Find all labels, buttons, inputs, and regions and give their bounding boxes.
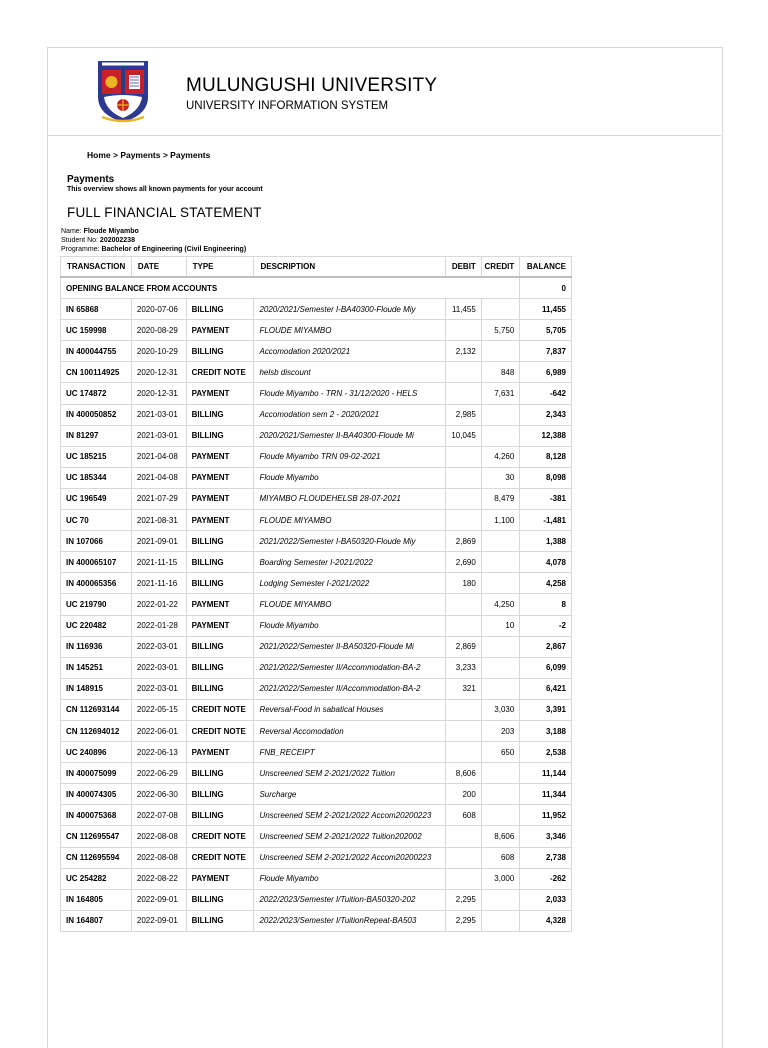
transaction-type: BILLING — [186, 341, 254, 362]
balance-amount: 2,867 — [520, 636, 572, 657]
credit-amount — [481, 678, 519, 699]
transaction-type: CREDIT NOTE — [186, 699, 254, 720]
debit-amount: 10,045 — [445, 425, 481, 446]
debit-amount — [445, 720, 481, 741]
transaction-date: 2022-01-22 — [131, 594, 186, 615]
balance-amount: 6,421 — [520, 678, 572, 699]
balance-amount: 4,258 — [520, 573, 572, 594]
transaction-type: BILLING — [186, 636, 254, 657]
table-row — [61, 362, 572, 383]
transaction-id: UC 185215 — [61, 446, 132, 467]
debit-amount: 2,985 — [445, 404, 481, 425]
balance-amount: -381 — [520, 488, 572, 509]
transaction-id: IN 164807 — [61, 910, 132, 931]
balance-amount: -262 — [520, 868, 572, 889]
breadcrumb — [87, 150, 210, 160]
transaction-date: 2022-01-28 — [131, 615, 186, 636]
debit-amount: 2,869 — [445, 636, 481, 657]
transaction-type: BILLING — [186, 573, 254, 594]
transaction-id: UC 240896 — [61, 742, 132, 763]
debit-amount — [445, 320, 481, 341]
transaction-description: FNB_RECEIPT — [254, 742, 445, 763]
transaction-date: 2020-10-29 — [131, 341, 186, 362]
balance-amount: 4,328 — [520, 910, 572, 931]
transaction-id: IN 400074305 — [61, 784, 132, 805]
transaction-date: 2021-07-29 — [131, 488, 186, 509]
balance-amount: 3,188 — [520, 720, 572, 741]
balance-amount: 4,078 — [520, 552, 572, 573]
credit-amount: 848 — [481, 362, 519, 383]
credit-amount — [481, 889, 519, 910]
transaction-id: UC 219790 — [61, 594, 132, 615]
transaction-type: PAYMENT — [186, 742, 254, 763]
transaction-id: CN 112693144 — [61, 699, 132, 720]
table-row — [61, 826, 572, 847]
table-row — [61, 299, 572, 320]
balance-amount: 11,455 — [520, 299, 572, 320]
transaction-date: 2022-05-15 — [131, 699, 186, 720]
table-row — [61, 763, 572, 784]
transaction-id: IN 400065356 — [61, 573, 132, 594]
transaction-date: 2021-11-15 — [131, 552, 186, 573]
transaction-id: IN 148915 — [61, 678, 132, 699]
transaction-type: BILLING — [186, 763, 254, 784]
debit-amount — [445, 383, 481, 404]
table-row — [61, 552, 572, 573]
transaction-id: IN 107066 — [61, 531, 132, 552]
transaction-description: Unscreened SEM 2-2021/2022 Accom20200223 — [254, 805, 445, 826]
balance-amount: 12,388 — [520, 425, 572, 446]
debit-amount: 8,606 — [445, 763, 481, 784]
transaction-date: 2021-04-08 — [131, 446, 186, 467]
debit-amount — [445, 467, 481, 488]
credit-amount: 1,100 — [481, 510, 519, 531]
balance-amount: 6,989 — [520, 362, 572, 383]
transaction-date: 2022-08-08 — [131, 847, 186, 868]
transaction-description: Reversal-Food in sabatical Houses — [254, 699, 445, 720]
opening-balance-value: 0 — [520, 277, 572, 299]
programme-line — [61, 246, 246, 253]
transaction-id: CN 112695594 — [61, 847, 132, 868]
debit-amount: 2,690 — [445, 552, 481, 573]
transaction-description: Surcharge — [254, 784, 445, 805]
table-row — [61, 889, 572, 910]
breadcrumb-separator: > — [110, 150, 121, 160]
credit-amount: 8,606 — [481, 826, 519, 847]
transaction-date: 2022-06-30 — [131, 784, 186, 805]
table-row — [61, 847, 572, 868]
transaction-date: 2022-03-01 — [131, 636, 186, 657]
col-date: DATE — [131, 257, 186, 278]
programme-label: Programme: — [61, 246, 100, 253]
debit-amount — [445, 826, 481, 847]
balance-amount: -642 — [520, 383, 572, 404]
transaction-type: PAYMENT — [186, 320, 254, 341]
table-row — [61, 446, 572, 467]
transaction-description: FLOUDE MIYAMBO — [254, 510, 445, 531]
transaction-id: UC 70 — [61, 510, 132, 531]
debit-amount: 2,132 — [445, 341, 481, 362]
transaction-id: IN 400065107 — [61, 552, 132, 573]
statement-table — [60, 256, 572, 932]
transaction-description: FLOUDE MIYAMBO — [254, 320, 445, 341]
credit-amount — [481, 531, 519, 552]
transaction-description: 2020/2021/Semester II-BA40300-Floude Mi — [254, 425, 445, 446]
transaction-description: 2021/2022/Semester II/Accommodation-BA-2 — [254, 657, 445, 678]
transaction-date: 2022-06-13 — [131, 742, 186, 763]
debit-amount — [445, 615, 481, 636]
debit-amount — [445, 699, 481, 720]
transaction-description: Accomodation sem 2 - 2020/2021 — [254, 404, 445, 425]
transaction-description: Accomodation 2020/2021 — [254, 341, 445, 362]
credit-amount: 4,260 — [481, 446, 519, 467]
table-row — [61, 678, 572, 699]
balance-amount: 2,033 — [520, 889, 572, 910]
balance-amount: -1,481 — [520, 510, 572, 531]
transaction-id: IN 65868 — [61, 299, 132, 320]
credit-amount — [481, 784, 519, 805]
transaction-description: helsb discount — [254, 362, 445, 383]
transaction-type: PAYMENT — [186, 488, 254, 509]
transaction-type: CREDIT NOTE — [186, 826, 254, 847]
transaction-type: CREDIT NOTE — [186, 362, 254, 383]
credit-amount — [481, 341, 519, 362]
debit-amount: 2,295 — [445, 889, 481, 910]
debit-amount — [445, 510, 481, 531]
transaction-date: 2022-03-01 — [131, 657, 186, 678]
transaction-description: Floude Miyambo — [254, 615, 445, 636]
transaction-id: IN 400050852 — [61, 404, 132, 425]
transaction-date: 2022-08-08 — [131, 826, 186, 847]
opening-balance-row — [61, 277, 572, 299]
col-description: DESCRIPTION — [254, 257, 445, 278]
table-row — [61, 404, 572, 425]
transaction-type: CREDIT NOTE — [186, 847, 254, 868]
transaction-description: Floude Miyambo — [254, 467, 445, 488]
table-row — [61, 699, 572, 720]
transaction-date: 2021-03-01 — [131, 425, 186, 446]
transaction-type: BILLING — [186, 299, 254, 320]
transaction-description: Unscreened SEM 2-2021/2022 Tuition — [254, 763, 445, 784]
credit-amount — [481, 299, 519, 320]
transaction-date: 2020-12-31 — [131, 362, 186, 383]
debit-amount: 11,455 — [445, 299, 481, 320]
transaction-type: BILLING — [186, 805, 254, 826]
transaction-id: IN 81297 — [61, 425, 132, 446]
table-row — [61, 488, 572, 509]
transaction-description: 2021/2022/Semester II-BA50320-Floude Mi — [254, 636, 445, 657]
credit-amount — [481, 573, 519, 594]
student-no-line — [61, 237, 135, 244]
statement-title: FULL FINANCIAL STATEMENT — [67, 205, 262, 220]
table-row — [61, 320, 572, 341]
credit-amount: 650 — [481, 742, 519, 763]
transaction-type: PAYMENT — [186, 383, 254, 404]
transaction-description: Reversal Accomodation — [254, 720, 445, 741]
debit-amount — [445, 446, 481, 467]
debit-amount: 180 — [445, 573, 481, 594]
transaction-description: Unscreened SEM 2-2021/2022 Accom20200223 — [254, 847, 445, 868]
transaction-date: 2022-09-01 — [131, 889, 186, 910]
transaction-description: 2021/2022/Semester I-BA50320-Floude Miy — [254, 531, 445, 552]
transaction-type: BILLING — [186, 889, 254, 910]
student-no-label: Student No: — [61, 237, 98, 244]
transaction-id: UC 185344 — [61, 467, 132, 488]
balance-amount: 8,128 — [520, 446, 572, 467]
transaction-description: 2020/2021/Semester I-BA40300-Floude Miy — [254, 299, 445, 320]
debit-amount — [445, 362, 481, 383]
section-subtitle: This overview shows all known payments for your account — [67, 186, 263, 193]
credit-amount: 4,250 — [481, 594, 519, 615]
transaction-type: BILLING — [186, 657, 254, 678]
transaction-date: 2021-04-08 — [131, 467, 186, 488]
balance-amount: 8,098 — [520, 467, 572, 488]
credit-amount: 203 — [481, 720, 519, 741]
breadcrumb-home[interactable]: Home — [87, 150, 111, 160]
breadcrumb-payments-current[interactable]: Payments — [170, 150, 211, 160]
transaction-id: CN 112695547 — [61, 826, 132, 847]
transaction-type: BILLING — [186, 531, 254, 552]
transaction-description: 2022/2023/Semester I/Tuition-BA50320-202 — [254, 889, 445, 910]
debit-amount — [445, 847, 481, 868]
credit-amount: 3,000 — [481, 868, 519, 889]
breadcrumb-separator: > — [160, 150, 171, 160]
table-row — [61, 868, 572, 889]
col-type: TYPE — [186, 257, 254, 278]
transaction-date: 2021-08-31 — [131, 510, 186, 531]
transaction-description: Floude Miyambo TRN 09-02-2021 — [254, 446, 445, 467]
transaction-id: IN 400075099 — [61, 763, 132, 784]
credit-amount — [481, 404, 519, 425]
transaction-type: PAYMENT — [186, 467, 254, 488]
debit-amount: 608 — [445, 805, 481, 826]
transaction-date: 2020-07-06 — [131, 299, 186, 320]
table-row — [61, 383, 572, 404]
balance-amount: 2,538 — [520, 742, 572, 763]
transaction-date: 2020-12-31 — [131, 383, 186, 404]
table-row — [61, 742, 572, 763]
debit-amount — [445, 594, 481, 615]
university-crest-logo — [96, 61, 150, 123]
transaction-id: IN 164805 — [61, 889, 132, 910]
debit-amount — [445, 488, 481, 509]
balance-amount: 2,738 — [520, 847, 572, 868]
table-row — [61, 805, 572, 826]
transaction-date: 2022-06-01 — [131, 720, 186, 741]
transaction-description: Floude Miyambo - TRN - 31/12/2020 - HELS — [254, 383, 445, 404]
table-row — [61, 720, 572, 741]
breadcrumb-payments[interactable]: Payments — [120, 150, 161, 160]
transaction-type: BILLING — [186, 425, 254, 446]
transaction-id: CN 100114925 — [61, 362, 132, 383]
student-name-line — [61, 228, 139, 235]
credit-amount: 608 — [481, 847, 519, 868]
opening-balance-label: OPENING BALANCE FROM ACCOUNTS — [61, 277, 520, 299]
table-row — [61, 594, 572, 615]
transaction-description: Unscreened SEM 2-2021/2022 Tuition202002 — [254, 826, 445, 847]
balance-amount: 8 — [520, 594, 572, 615]
debit-amount — [445, 868, 481, 889]
balance-amount: 5,705 — [520, 320, 572, 341]
debit-amount: 321 — [445, 678, 481, 699]
transaction-id: UC 254282 — [61, 868, 132, 889]
transaction-type: PAYMENT — [186, 615, 254, 636]
debit-amount — [445, 742, 481, 763]
transaction-id: UC 159998 — [61, 320, 132, 341]
table-row — [61, 341, 572, 362]
transaction-type: BILLING — [186, 552, 254, 573]
credit-amount — [481, 657, 519, 678]
credit-amount — [481, 636, 519, 657]
credit-amount: 30 — [481, 467, 519, 488]
transaction-description: Lodging Semester I-2021/2022 — [254, 573, 445, 594]
credit-amount: 10 — [481, 615, 519, 636]
transaction-type: BILLING — [186, 404, 254, 425]
transaction-type: PAYMENT — [186, 446, 254, 467]
transaction-type: CREDIT NOTE — [186, 720, 254, 741]
transaction-date: 2021-03-01 — [131, 404, 186, 425]
table-row — [61, 784, 572, 805]
transaction-date: 2022-06-29 — [131, 763, 186, 784]
transaction-id: IN 145251 — [61, 657, 132, 678]
col-credit: CREDIT — [481, 257, 519, 278]
credit-amount: 8,479 — [481, 488, 519, 509]
transaction-id: IN 116936 — [61, 636, 132, 657]
balance-amount: 3,346 — [520, 826, 572, 847]
transaction-description: MIYAMBO FLOUDEHELSB 28-07-2021 — [254, 488, 445, 509]
transaction-type: PAYMENT — [186, 594, 254, 615]
credit-amount — [481, 805, 519, 826]
transaction-description: Boarding Semester I-2021/2022 — [254, 552, 445, 573]
programme: Bachelor of Engineering (Civil Engineering) — [101, 246, 247, 253]
balance-amount: 1,388 — [520, 531, 572, 552]
transaction-id: IN 400044755 — [61, 341, 132, 362]
credit-amount: 3,030 — [481, 699, 519, 720]
col-transaction: TRANSACTION — [61, 257, 132, 278]
col-balance: BALANCE — [520, 257, 572, 278]
system-name: UNIVERSITY INFORMATION SYSTEM — [186, 100, 389, 112]
transaction-id: IN 400075368 — [61, 805, 132, 826]
transaction-id: UC 196549 — [61, 488, 132, 509]
balance-amount: 11,952 — [520, 805, 572, 826]
balance-amount: -2 — [520, 615, 572, 636]
col-debit: DEBIT — [445, 257, 481, 278]
credit-amount — [481, 763, 519, 784]
credit-amount — [481, 552, 519, 573]
table-header-row — [61, 257, 572, 278]
table-row — [61, 636, 572, 657]
balance-amount: 7,837 — [520, 341, 572, 362]
debit-amount: 2,295 — [445, 910, 481, 931]
credit-amount: 7,631 — [481, 383, 519, 404]
transaction-date: 2022-03-01 — [131, 678, 186, 699]
transaction-id: CN 112694012 — [61, 720, 132, 741]
transaction-date: 2021-09-01 — [131, 531, 186, 552]
table-row — [61, 467, 572, 488]
transaction-description: 2021/2022/Semester II/Accommodation-BA-2 — [254, 678, 445, 699]
balance-amount: 3,391 — [520, 699, 572, 720]
transaction-date: 2020-08-29 — [131, 320, 186, 341]
transaction-date: 2022-07-08 — [131, 805, 186, 826]
student-no: 202002238 — [99, 237, 135, 244]
table-row — [61, 510, 572, 531]
balance-amount: 11,344 — [520, 784, 572, 805]
debit-amount: 200 — [445, 784, 481, 805]
transaction-description: Floude Miyambo — [254, 868, 445, 889]
transaction-id: UC 174872 — [61, 383, 132, 404]
university-name: MULUNGUSHI UNIVERSITY — [186, 75, 438, 96]
transaction-date: 2022-09-01 — [131, 910, 186, 931]
student-name: Floude Miyambo — [83, 228, 139, 235]
transaction-type: BILLING — [186, 784, 254, 805]
transaction-type: PAYMENT — [186, 868, 254, 889]
transaction-description: FLOUDE MIYAMBO — [254, 594, 445, 615]
transaction-date: 2021-11-16 — [131, 573, 186, 594]
debit-amount: 3,233 — [445, 657, 481, 678]
table-row — [61, 615, 572, 636]
transaction-type: BILLING — [186, 910, 254, 931]
transaction-date: 2022-08-22 — [131, 868, 186, 889]
transaction-type: PAYMENT — [186, 510, 254, 531]
section-title: Payments — [67, 174, 115, 185]
transaction-description: 2022/2023/Semester I/TuitionRepeat-BA503 — [254, 910, 445, 931]
credit-amount: 5,750 — [481, 320, 519, 341]
table-row — [61, 910, 572, 931]
name-label: Name: — [61, 228, 82, 235]
table-row — [61, 657, 572, 678]
credit-amount — [481, 425, 519, 446]
table-row — [61, 425, 572, 446]
table-row — [61, 531, 572, 552]
transaction-type: BILLING — [186, 678, 254, 699]
balance-amount: 2,343 — [520, 404, 572, 425]
balance-amount: 6,099 — [520, 657, 572, 678]
balance-amount: 11,144 — [520, 763, 572, 784]
debit-amount: 2,869 — [445, 531, 481, 552]
transaction-id: UC 220482 — [61, 615, 132, 636]
credit-amount — [481, 910, 519, 931]
table-row — [61, 573, 572, 594]
